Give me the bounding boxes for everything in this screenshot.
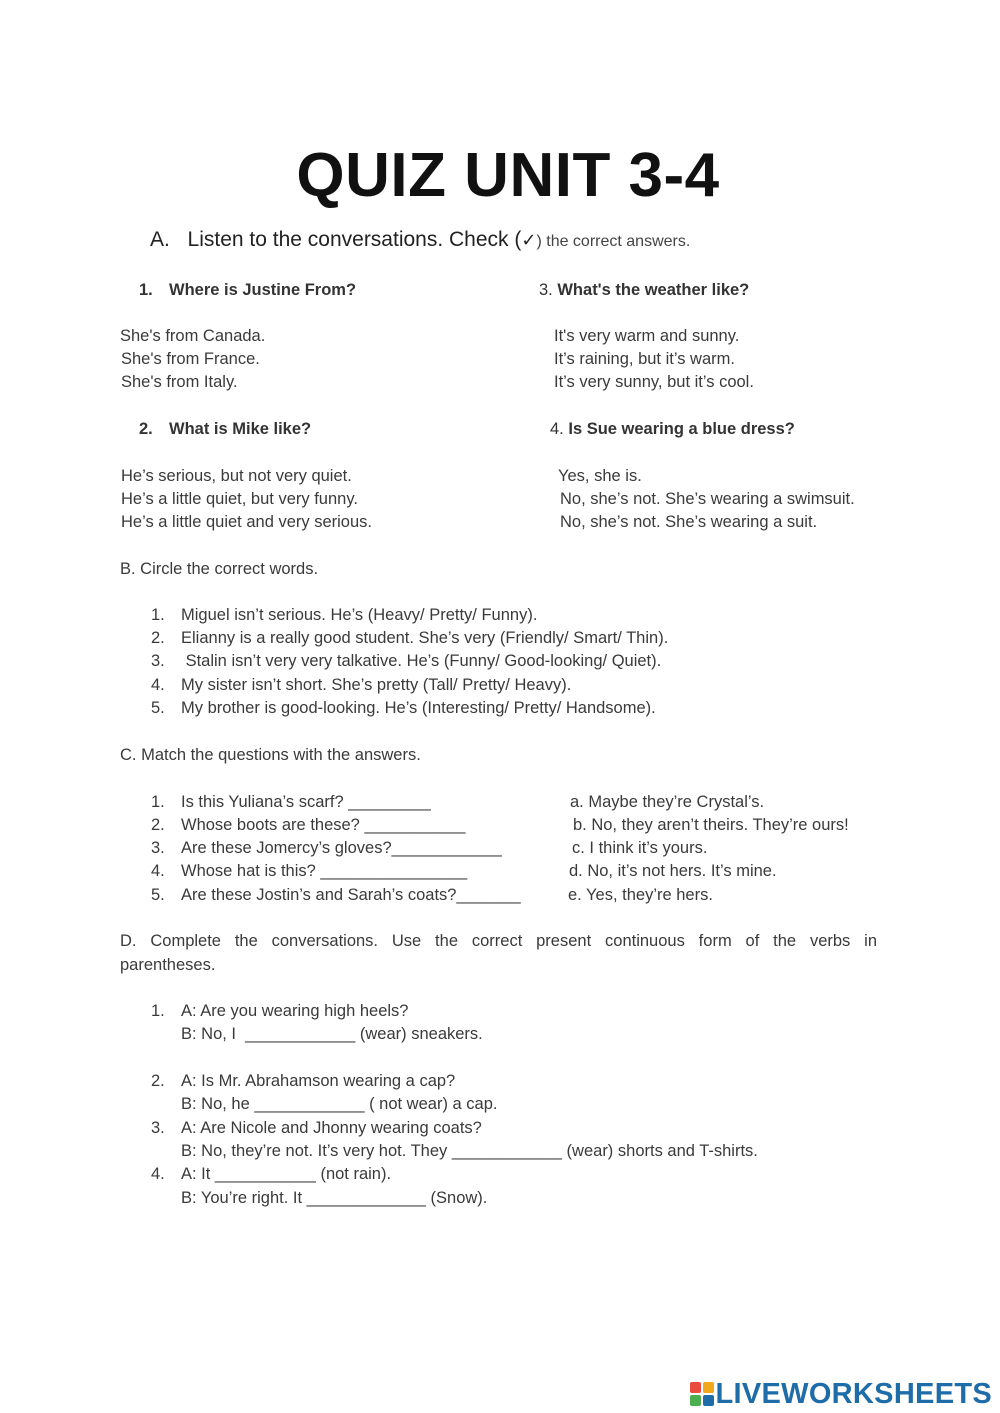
item-text[interactable]: Miguel isn’t serious. He’s (Heavy/ Pretty/ Funny). bbox=[181, 606, 538, 624]
list-item bbox=[151, 629, 668, 648]
logo-square bbox=[703, 1395, 714, 1406]
match-question bbox=[151, 886, 521, 905]
item-text[interactable]: Stalin isn’t very very talkative. He’s (Funny/ Good-looking/ Quiet). bbox=[181, 652, 662, 670]
section-a-instruction bbox=[150, 228, 690, 252]
match-answer: a. Maybe they’re Crystal’s. bbox=[570, 793, 765, 811]
item-number: 4. bbox=[151, 676, 165, 694]
question-a2 bbox=[139, 420, 311, 439]
line-a: A: Are you wearing high heels? bbox=[181, 1002, 409, 1020]
line-a: A: It ___________ (not rain). bbox=[181, 1165, 392, 1183]
question-text: What is Mike like? bbox=[169, 420, 312, 438]
question-number: 4. bbox=[550, 420, 564, 438]
line-b[interactable]: B: No, they’re not. It’s very hot. They ____________ (wear) shorts and T-shirts. bbox=[181, 1142, 758, 1160]
item-number: 4. bbox=[151, 1165, 165, 1183]
option[interactable]: He’s a little quiet, but very funny. bbox=[121, 490, 358, 508]
line-b[interactable]: B: No, I ____________ (wear) sneakers. bbox=[181, 1025, 483, 1043]
item-number: 3. bbox=[151, 839, 165, 857]
section-a-letter: A. bbox=[150, 228, 170, 251]
question-number: 3. bbox=[539, 281, 553, 299]
question-text: Is Sue wearing a blue dress? bbox=[568, 420, 795, 438]
section-b-heading: B. Circle the correct words. bbox=[120, 560, 319, 578]
option[interactable]: It’s very sunny, but it’s cool. bbox=[554, 373, 754, 391]
option[interactable]: Yes, she is. bbox=[558, 467, 642, 485]
match-question bbox=[151, 862, 467, 881]
option[interactable]: He’s a little quiet and very serious. bbox=[121, 513, 372, 531]
logo-square bbox=[690, 1395, 701, 1406]
item-number: 2. bbox=[151, 816, 165, 834]
match-answer: c. I think it’s yours. bbox=[572, 839, 708, 857]
item-text[interactable]: Whose boots are these? ___________ bbox=[181, 816, 466, 834]
option[interactable]: She's from France. bbox=[121, 350, 260, 368]
item-number: 2. bbox=[151, 1072, 165, 1090]
logo-text: LIVEWORKSHEETS bbox=[715, 1377, 992, 1410]
item-text[interactable]: Are these Jomercy’s gloves?____________ bbox=[181, 839, 502, 857]
item-number: 1. bbox=[151, 606, 165, 624]
line-a: A: Are Nicole and Jhonny wearing coats? bbox=[181, 1119, 482, 1137]
conversation-item bbox=[151, 1002, 408, 1021]
item-number: 3. bbox=[151, 1119, 165, 1137]
question-number: 2. bbox=[139, 420, 153, 438]
item-number: 5. bbox=[151, 699, 165, 717]
match-answer: d. No, it’s not hers. It’s mine. bbox=[569, 862, 777, 880]
item-text[interactable]: My sister isn’t short. She’s pretty (Tall/ Pretty/ Heavy). bbox=[181, 676, 572, 694]
question-a3 bbox=[539, 281, 749, 300]
item-text[interactable]: My brother is good-looking. He’s (Interesting/ Pretty/ Handsome). bbox=[181, 699, 656, 717]
item-number: 5. bbox=[151, 886, 165, 904]
line-b[interactable]: B: You’re right. It _____________ (Snow). bbox=[181, 1189, 488, 1207]
item-text[interactable]: Whose hat is this? ________________ bbox=[181, 862, 468, 880]
question-text: Where is Justine From? bbox=[169, 281, 357, 299]
conversation-item bbox=[151, 1072, 455, 1091]
question-a4 bbox=[550, 420, 795, 439]
option[interactable]: He’s serious, but not very quiet. bbox=[121, 467, 352, 485]
match-answer: b. No, they aren’t theirs. They’re ours! bbox=[573, 816, 849, 834]
item-text[interactable]: Elianny is a really good student. She’s very (Friendly/ Smart/ Thin). bbox=[181, 629, 669, 647]
option[interactable]: She's from Italy. bbox=[121, 373, 238, 391]
option[interactable]: It's very warm and sunny. bbox=[554, 327, 740, 345]
line-a: A: Is Mr. Abrahamson wearing a cap? bbox=[181, 1072, 456, 1090]
logo-square bbox=[690, 1382, 701, 1393]
line-b[interactable]: B: No, he ____________ ( not wear) a cap. bbox=[181, 1095, 498, 1113]
item-number: 3. bbox=[151, 652, 165, 670]
list-item bbox=[151, 652, 661, 671]
check-mark-icon: ✓ bbox=[521, 230, 537, 251]
conversation-item bbox=[151, 1119, 482, 1138]
conversation-item bbox=[151, 1165, 391, 1184]
list-item bbox=[151, 699, 656, 718]
match-question bbox=[151, 816, 465, 835]
page-title: QUIZ UNIT 3-4 bbox=[296, 141, 720, 210]
option[interactable]: No, she’s not. She’s wearing a suit. bbox=[560, 513, 818, 531]
item-number: 4. bbox=[151, 862, 165, 880]
question-text: What's the weather like? bbox=[557, 281, 750, 299]
item-text[interactable]: Is this Yuliana’s scarf? _________ bbox=[181, 793, 431, 811]
option[interactable]: No, she’s not. She’s wearing a swimsuit. bbox=[560, 490, 855, 508]
item-number: 1. bbox=[151, 1002, 165, 1020]
item-number: 1. bbox=[151, 793, 165, 811]
section-c-heading: C. Match the questions with the answers. bbox=[120, 746, 421, 764]
match-question bbox=[151, 839, 502, 858]
list-item bbox=[151, 676, 571, 695]
list-item bbox=[151, 606, 537, 625]
option[interactable]: It’s raining, but it’s warm. bbox=[554, 350, 735, 368]
liveworksheets-logo[interactable] bbox=[690, 1376, 993, 1412]
option[interactable]: She's from Canada. bbox=[120, 327, 266, 345]
match-answer: e. Yes, they’re hers. bbox=[568, 886, 713, 904]
section-a-text: Listen to the conversations. Check ( bbox=[187, 228, 522, 251]
logo-square bbox=[703, 1382, 714, 1393]
match-question bbox=[151, 793, 431, 812]
item-number: 2. bbox=[151, 629, 165, 647]
question-a1 bbox=[139, 281, 356, 300]
item-text[interactable]: Are these Jostin’s and Sarah’s coats?_______ bbox=[181, 886, 521, 904]
section-a-text-rest: ) the correct answers. bbox=[536, 233, 691, 250]
section-d-heading: D. Complete the conversations. Use the correct present continuous form of the verbs in bbox=[120, 932, 877, 950]
logo-icon bbox=[690, 1382, 714, 1406]
question-number: 1. bbox=[139, 281, 153, 299]
section-d-heading-cont: parentheses. bbox=[120, 956, 216, 974]
